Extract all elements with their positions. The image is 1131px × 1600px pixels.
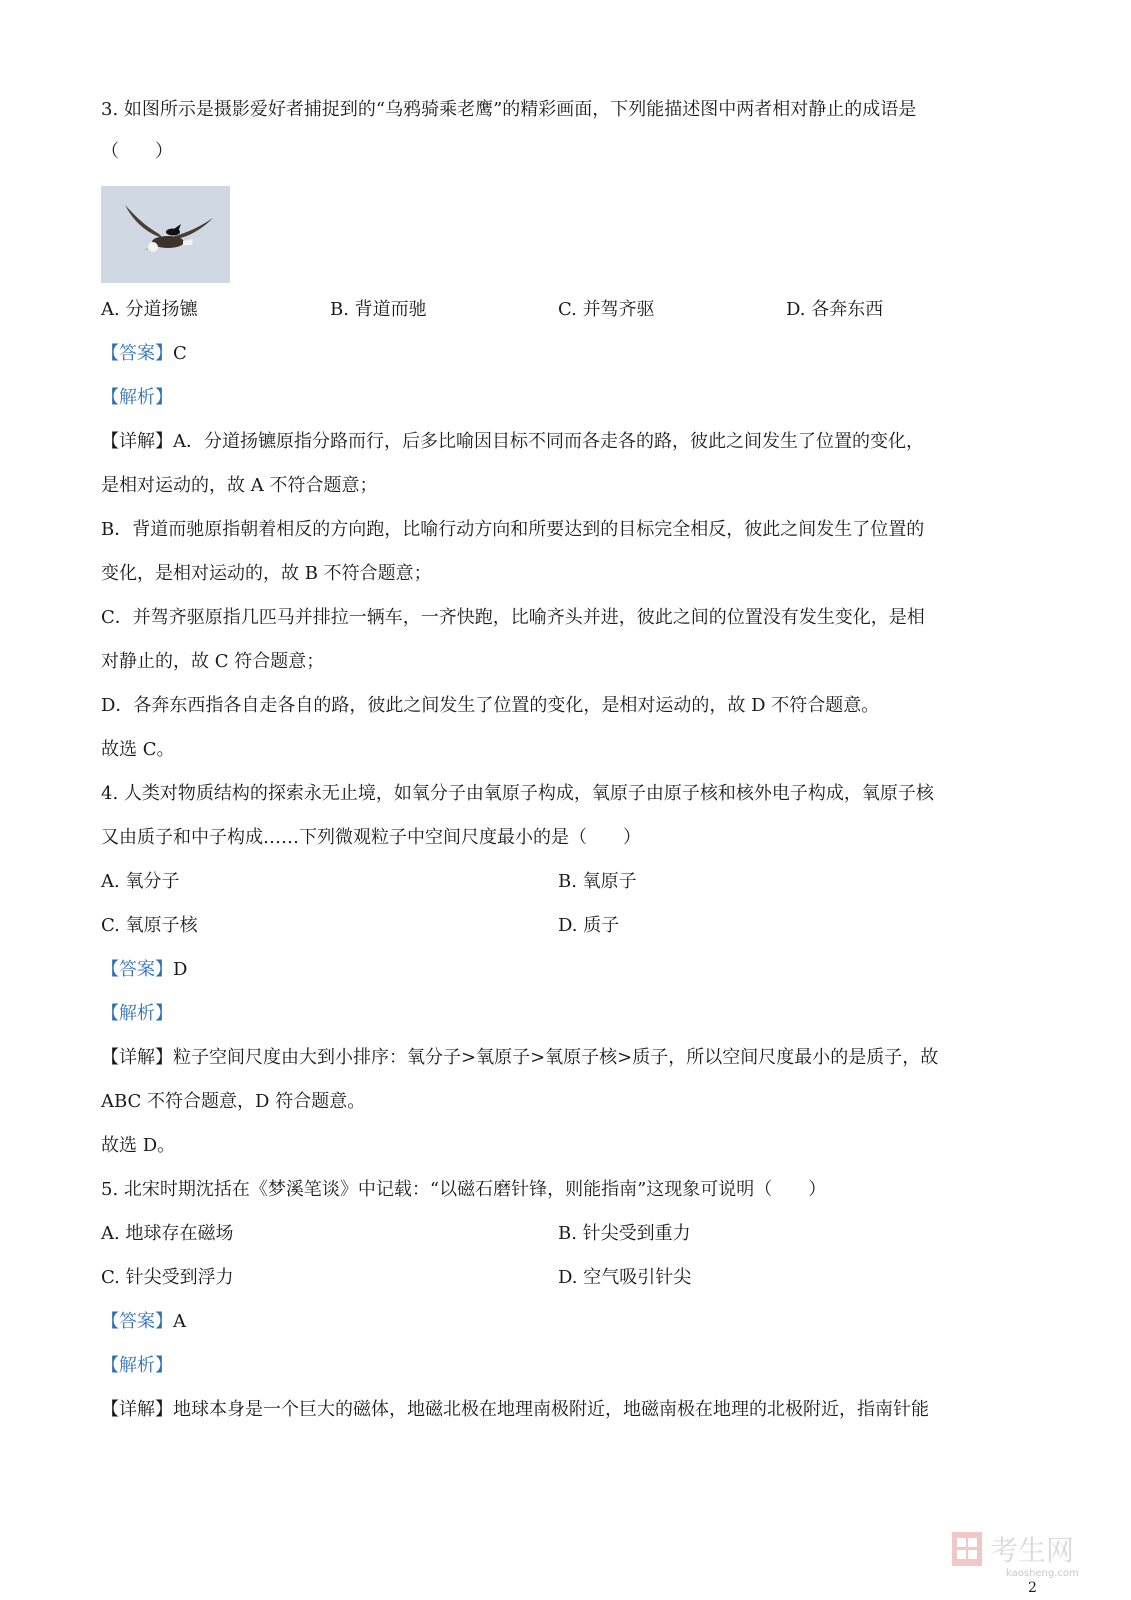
detail-text: A．分道扬镳原指分路而行，后多比喻因目标不同而各走各的路，彼此之间发生了位置的变化， — [173, 431, 924, 452]
q3-detail-line-6: 对静止的，故 C 符合题意； — [101, 651, 325, 672]
detail-tag: 【详解】 — [101, 1399, 173, 1420]
crow-riding-eagle-photo — [101, 186, 230, 283]
q4-option-b: B. 氧原子 — [558, 871, 637, 892]
watermark-domain: kaosheng.com — [1006, 1568, 1079, 1579]
q3-option-d: D. 各奔东西 — [786, 299, 884, 320]
q5-option-b: B. 针尖受到重力 — [558, 1223, 691, 1244]
q5-stem-line-1: 5. 北宋时期沈括在《梦溪笔谈》中记载：“以磁石磨针锋，则能指南”这现象可说明（ ） — [101, 1179, 827, 1200]
q3-option-c: C. 并驾齐驱 — [558, 299, 655, 320]
q4-answer — [101, 958, 187, 982]
watermark-text: 考生网 — [990, 1534, 1075, 1567]
kaosheng-watermark-logo — [950, 1526, 1120, 1572]
eagle-head — [148, 242, 158, 252]
q3-answer — [101, 342, 187, 366]
answer-tag: 【答案】 — [101, 1311, 173, 1332]
q4-conclusion: 故选 D。 — [101, 1135, 176, 1156]
q4-option-c: C. 氧原子核 — [101, 915, 198, 936]
q3-detail-line-7: D．各奔东西指各自走各自的路，彼此之间发生了位置的变化，是相对运动的，故 D 不符合题意。 — [101, 695, 880, 716]
q3-option-b: B. 背道而驰 — [330, 299, 427, 320]
q5-option-d: D. 空气吸引针尖 — [558, 1267, 692, 1288]
q4-option-d: D. 质子 — [558, 915, 620, 936]
detail-tag: 【详解】 — [101, 431, 173, 452]
detail-tag: 【详解】 — [101, 1047, 173, 1068]
answer-value: C — [173, 343, 187, 364]
detail-text: 地球本身是一个巨大的磁体，地磁北极在地理南极附近，地磁南极在地理的北极附近，指南针能 — [173, 1399, 929, 1420]
q3-stem-line-2: （ ） — [101, 141, 173, 162]
page-number: 2 — [1028, 1580, 1037, 1596]
q4-stem-line-2: 又由质子和中子构成……下列微观粒子中空间尺度最小的是（ ） — [101, 827, 641, 848]
q4-detail-line-1 — [101, 1046, 938, 1070]
q5-answer — [101, 1310, 186, 1334]
answer-tag: 【答案】 — [101, 959, 173, 980]
detail-text: 粒子空间尺度由大到小排序：氧分子>氧原子>氧原子核>质子，所以空间尺度最小的是质子，故 — [173, 1047, 939, 1068]
q3-detail-line-2: 是相对运动的，故 A 不符合题意； — [101, 475, 378, 496]
q3-analysis-tag: 【解析】 — [101, 387, 173, 408]
q4-analysis-tag: 【解析】 — [101, 1003, 173, 1024]
q4-detail-line-2: ABC 不符合题意，D 符合题意。 — [101, 1091, 366, 1112]
q4-option-a: A. 氧分子 — [101, 871, 180, 892]
q3-option-a: A. 分道扬镳 — [101, 299, 198, 320]
q3-detail-line-5: C．并驾齐驱原指几匹马并排拉一辆车，一齐快跑，比喻齐头并进，彼此之间的位置没有发生变化，是相 — [101, 607, 925, 628]
q5-option-a: A. 地球存在磁场 — [101, 1223, 234, 1244]
q3-detail-line-1 — [101, 430, 924, 454]
q3-stem-line-1: 3. 如图所示是摄影爱好者捕捉到的“乌鸦骑乘老鹰”的精彩画面，下列能描述图中两者相对静止的成语是 — [101, 99, 917, 120]
q3-conclusion: 故选 C。 — [101, 739, 175, 760]
q3-detail-line-3: B．背道而驰原指朝着相反的方向跑，比喻行动方向和所要达到的目标完全相反，彼此之间发生了位置的 — [101, 519, 925, 540]
q3-detail-line-4: 变化，是相对运动的，故 B 不符合题意； — [101, 563, 432, 584]
answer-value: D — [173, 959, 188, 980]
q5-option-c: C. 针尖受到浮力 — [101, 1267, 234, 1288]
q4-stem-line-1: 4. 人类对物质结构的探索永无止境，如氧分子由氧原子构成，氧原子由原子核和核外电子构成，氧原子核 — [101, 783, 934, 804]
answer-tag: 【答案】 — [101, 343, 173, 364]
q5-analysis-tag: 【解析】 — [101, 1355, 173, 1376]
q5-detail-line-1 — [101, 1398, 929, 1422]
answer-value: A — [173, 1311, 186, 1332]
